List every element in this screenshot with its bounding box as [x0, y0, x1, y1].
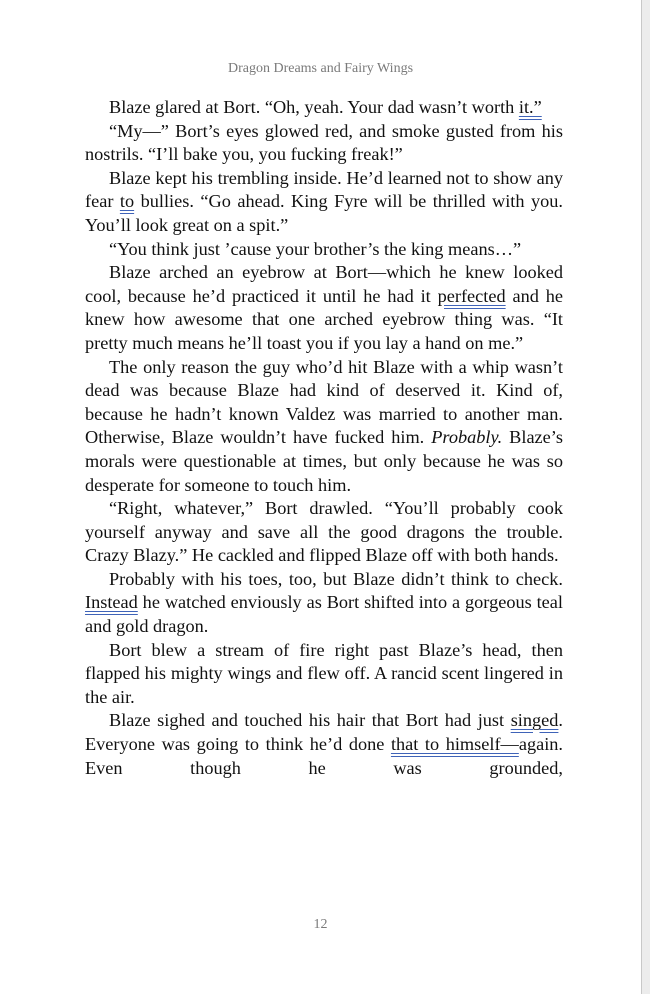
running-header: Dragon Dreams and Fairy Wings: [227, 61, 414, 76]
paragraph: [85, 709, 563, 780]
text-run: “My—” Bort’s eyes glowed red, and smoke gusted from his nostrils. “I’ll bake you, you fucking freak!”: [85, 120, 563, 165]
text-run: The only reason the guy who’d hit Blaze with a whip wasn’t dead was because Blaze had kind of deserved it. Kind of, because he hadn’t known Valdez was married to another man. Otherwise, Blaze wouldn’t have fucked him.: [85, 356, 563, 448]
text-run: “You think just ’cause your brother’s the king means…”: [109, 238, 522, 259]
text-run: Blaze kept his trembling inside. He’d learned not to show any fear: [85, 167, 563, 212]
flagged-text-run: perfected: [437, 285, 506, 306]
flagged-text-run: singed: [510, 710, 559, 731]
paragraph: [85, 261, 563, 355]
paragraph: [85, 96, 563, 120]
paragraph: [85, 568, 563, 639]
paragraph: [85, 497, 563, 568]
flagged-text-run: to: [119, 191, 135, 212]
italic-text-run: Probably.: [431, 427, 503, 448]
paragraph: [85, 639, 563, 710]
text-run: . Everyone was going to think he’d done: [85, 710, 563, 755]
text-run: he watched enviously as Bort shifted into a gorgeous teal and gold dragon.: [85, 592, 563, 637]
flagged-text-run: that to himself—: [390, 734, 519, 755]
text-run: “Right, whatever,” Bort drawled. “You’ll probably cook yourself anyway and save all the good dragons the trouble. Crazy Blazy.” He cackled and flipped Blaze off with both hands.: [85, 498, 563, 566]
text-run: Blaze sighed and touched his hair that Bort had just: [109, 710, 511, 731]
text-run: bullies. “Go ahead. King Fyre will be thrilled with you. You’ll look great on a spit.”: [85, 191, 563, 235]
flagged-text-run: it.”: [518, 97, 542, 117]
text-run: and he knew how awesome that one arched eyebrow thing was. “It pretty much means he’ll toast you if you lay a hand on me.”: [85, 285, 564, 353]
page-edge: [642, 0, 650, 994]
text-run: Probably with his toes, too, but Blaze didn’t think to check.: [109, 568, 563, 589]
body-text: [85, 96, 563, 780]
paragraph: [85, 356, 563, 498]
text-run: Bort blew a stream of fire right past Blaze’s head, then flapped his mighty wings and flew off. A rancid scent lingered in the air.: [85, 639, 563, 707]
paragraph: [85, 167, 563, 238]
text-run: Blaze arched an eyebrow at Bort—which he knew looked cool, because he’d practiced it until he had it: [85, 262, 563, 306]
text-run: Blaze’s morals were questionable at times, but only because he was so desperate for someone to touch him.: [85, 427, 563, 495]
paragraph: [85, 120, 563, 167]
paragraph: [85, 238, 563, 262]
text-run: again. Even though he was grounded,: [85, 734, 563, 778]
text-run: Blaze glared at Bort. “Oh, yeah. Your dad wasn’t worth: [109, 97, 519, 117]
flagged-text-run: Instead: [85, 592, 138, 613]
page-number: 12: [313, 917, 328, 932]
